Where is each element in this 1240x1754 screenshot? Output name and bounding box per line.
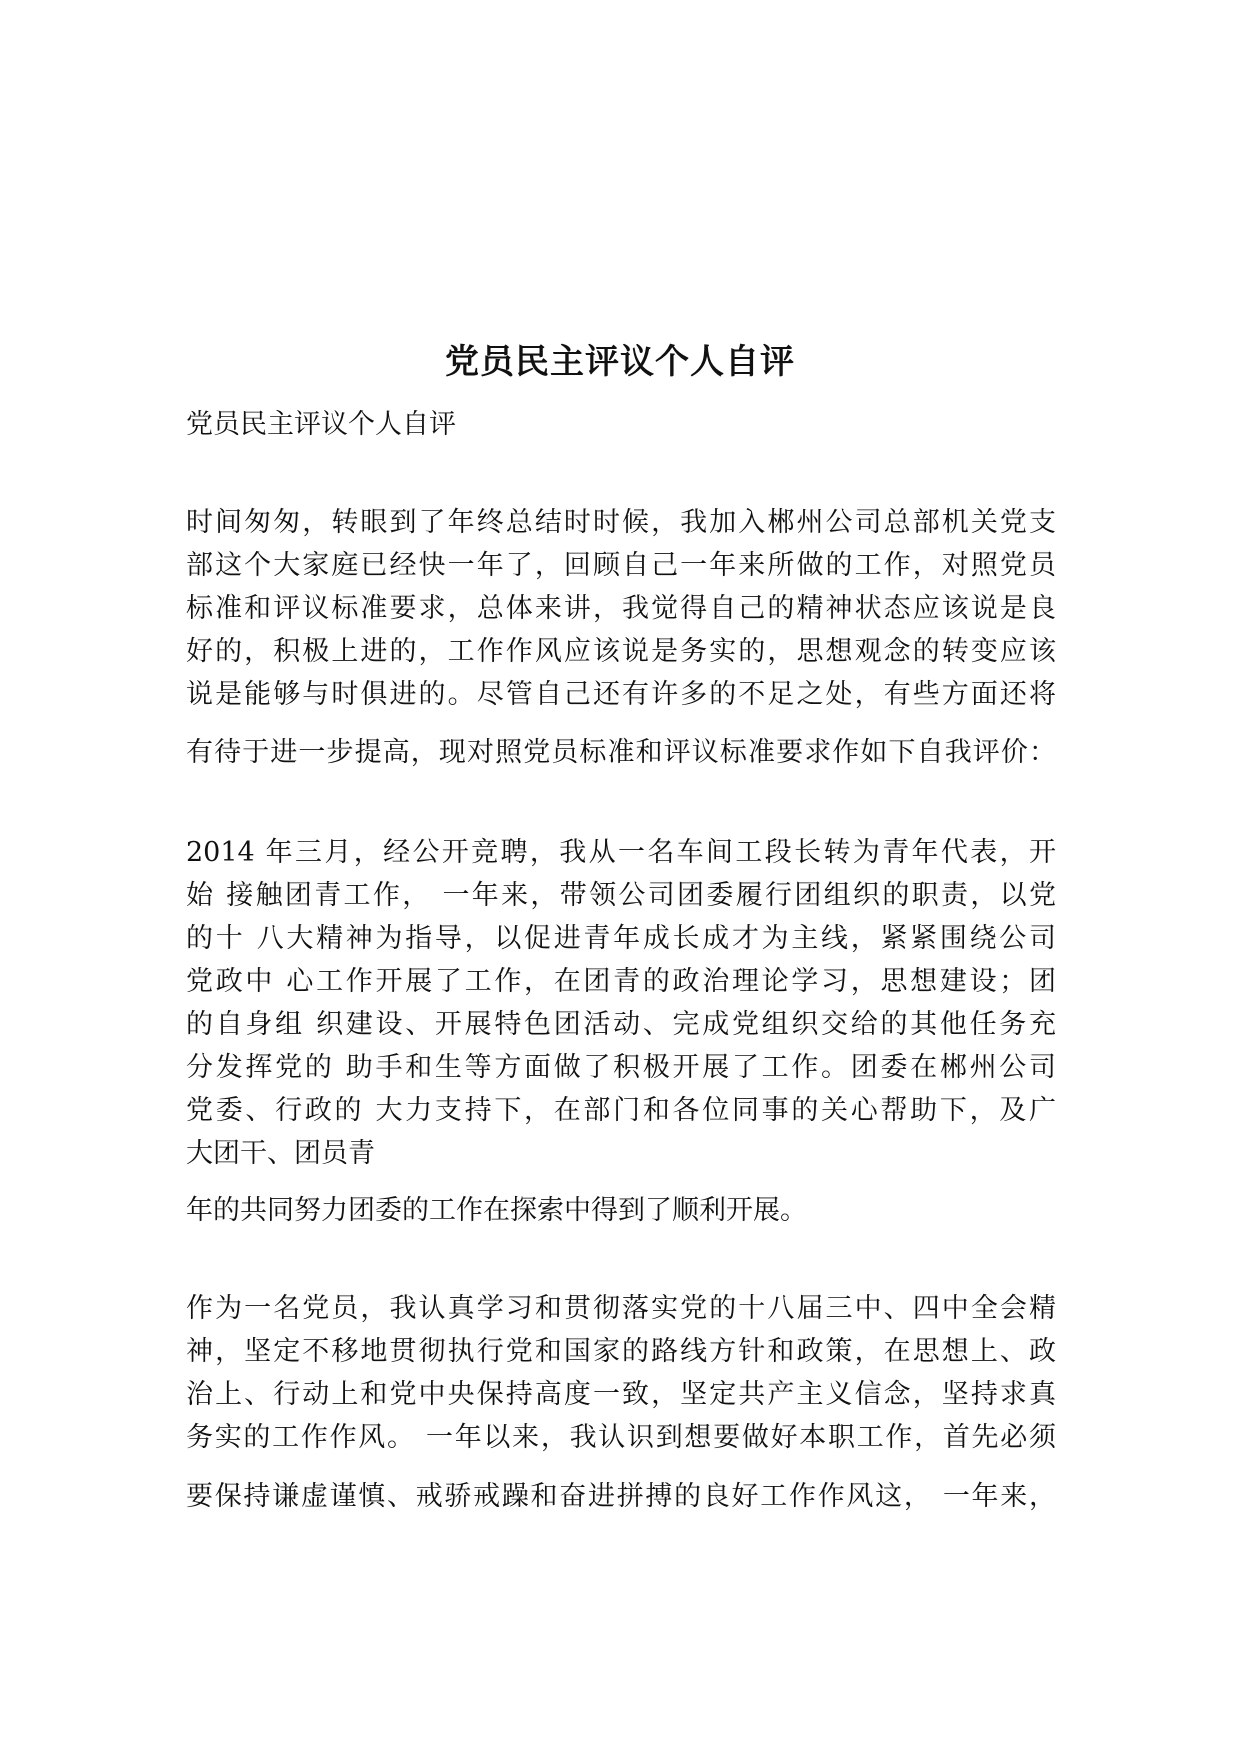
paragraph-1-line: 标准和评议标准要求，总体来讲，我觉得自己的精神状态应该说是良	[186, 593, 1056, 624]
document-subtitle: 党员民主评议个人自评	[186, 409, 456, 440]
paragraph-1-line: 部这个大家庭已经快一年了，回顾自己一年来所做的工作，对照党员	[186, 550, 1056, 581]
paragraph-2-line: 党委、行政的 大力支持下，在部门和各位同事的关心帮助下，及广	[186, 1095, 1056, 1126]
paragraph-2-line: 始 接触团青工作， 一年来，带领公司团委履行团组织的职责，以党	[186, 880, 1056, 911]
paragraph-3-line: 治上、行动上和党中央保持高度一致，坚定共产主义信念，坚持求真	[186, 1379, 1056, 1410]
paragraph-2-line: 的自身组 织建设、开展特色团活动、完成党组织交给的其他任务充	[186, 1009, 1056, 1040]
paragraph-2-line: 大团干、团员青	[186, 1138, 375, 1169]
document-title: 党员民主评议个人自评	[445, 342, 795, 382]
paragraph-2-line: 党政中 心工作开展了工作，在团青的政治理论学习，思想建设；团	[186, 966, 1056, 997]
paragraph-2-line: 2014 年三月，经公开竞聘，我从一名车间工段长转为青年代表，开	[186, 837, 1056, 868]
paragraph-3-line: 务实的工作作风。 一年以来，我认识到想要做好本职工作，首先必须	[186, 1422, 1056, 1453]
paragraph-2-line: 年的共同努力团委的工作在探索中得到了顺利开展。	[186, 1195, 807, 1226]
paragraph-1-line: 有待于进一步提高，现对照党员标准和评议标准要求作如下自我评价：	[186, 737, 1056, 768]
paragraph-2-line: 分发挥党的 助手和生等方面做了积极开展了工作。团委在郴州公司	[186, 1052, 1056, 1083]
paragraph-1-line: 时间匆匆，转眼到了年终总结时时候，我加入郴州公司总部机关党支	[186, 507, 1056, 538]
paragraph-1-line: 好的，积极上进的，工作作风应该说是务实的，思想观念的转变应该	[186, 636, 1056, 667]
paragraph-2-line: 的十 八大精神为指导，以促进青年成长成才为主线，紧紧围绕公司	[186, 923, 1056, 954]
paragraph-3-line: 神，坚定不移地贯彻执行党和国家的路线方针和政策，在思想上、政	[186, 1336, 1056, 1367]
paragraph-1-line: 说是能够与时俱进的。尽管自己还有许多的不足之处，有些方面还将	[186, 679, 1056, 710]
paragraph-3-line: 作为一名党员，我认真学习和贯彻落实党的十八届三中、四中全会精	[186, 1293, 1056, 1324]
paragraph-3-line: 要保持谦虚谨慎、戒骄戒躁和奋进拼搏的良好工作作风这， 一年来，	[186, 1481, 1056, 1512]
